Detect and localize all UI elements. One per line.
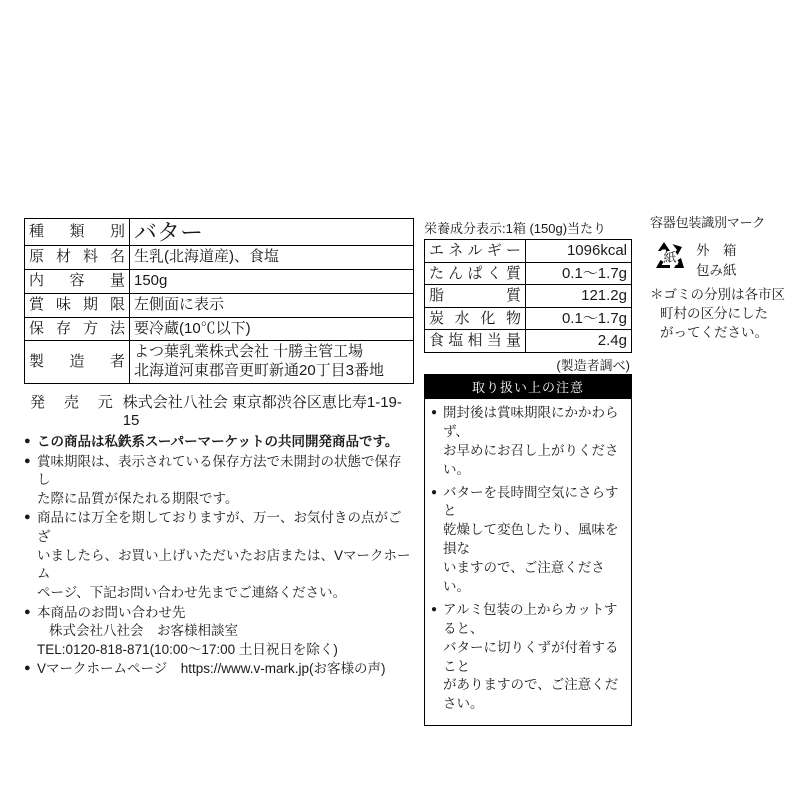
paper-mark-label: 紙 (663, 250, 677, 266)
table-row (25, 341, 414, 384)
nutrition-value-protein: 0.1〜1.7g (526, 262, 632, 285)
caution-line: ● 開封後は賞味期限にかかわらず、 (443, 405, 619, 439)
caution-line: 乾燥して変色したり、風味を損な (443, 522, 619, 557)
note-line: TEL:0120-818-871(10:00〜17:00 土日祝日を除く) (37, 641, 338, 657)
caution-item (431, 484, 625, 597)
specification-section (24, 218, 414, 680)
recycle-note (650, 285, 790, 342)
nutrition-footnote: (製造者調べ) (556, 357, 630, 373)
spec-value-manufacturer (130, 341, 414, 384)
caution-line: ● アルミ包装の上からカットすると、 (443, 601, 618, 636)
note-line[interactable]: Vマークホームページ https://www.v-mark.jp(お客様の声) (37, 661, 386, 677)
recycle-label-outer-box: 外 箱 (696, 243, 737, 259)
spec-label-type: 種 類 別 (25, 219, 130, 246)
note-item (24, 509, 414, 602)
note-line: 商品には万全を期しておりますが、万一、お気付きの点がござ (37, 510, 402, 545)
recycle-label-wrapping-paper: 包み紙 (696, 263, 737, 279)
recycle-note-line: がってください。 (660, 324, 768, 340)
caution-item (431, 404, 625, 480)
table-row (25, 219, 414, 246)
recycle-mark-labels (696, 238, 737, 280)
caution-item (431, 601, 625, 714)
spec-label-manufacturer: 製 造 者 (25, 341, 130, 384)
table-row (425, 240, 632, 263)
spec-label-expiry: 賞味期限 (25, 293, 130, 317)
recycle-note-line: ＊ゴミの分別は各市区 (650, 286, 785, 302)
table-row (425, 330, 632, 353)
spec-label-storage: 保存方法 (25, 317, 130, 341)
table-row (25, 317, 414, 341)
table-row (25, 293, 414, 317)
caution-title: 取り扱い上の注意 (425, 375, 631, 399)
caution-line: いますので、ご注意ください。 (443, 560, 605, 595)
manufacturer-line-2: 北海道河東郡音更町新通20丁目3番地 (134, 362, 385, 380)
caution-line: がありますので、ご注意ください。 (443, 677, 619, 712)
specification-table (24, 218, 414, 384)
caution-line: バターに切りくずが付着すること (443, 639, 619, 674)
nutrition-heading: 栄養成分表示:1箱 (150g)当たり (424, 221, 607, 236)
seller-row (24, 391, 414, 429)
recycle-section (650, 214, 790, 342)
spec-value-expiry: 左側面に表示 (130, 293, 414, 317)
caution-section (424, 374, 632, 726)
recycle-note-line: 町村の区分にした (660, 305, 768, 321)
nutrition-label-fat: 脂 質 (425, 285, 526, 308)
note-line: 賞味期限は、表示されている保存方法で未開封の状態で保存し (37, 453, 402, 488)
table-row (425, 285, 632, 308)
spec-value-type: バター (130, 219, 414, 246)
nutrition-label-salt: 食塩相当量 (425, 330, 526, 353)
spec-label-content: 内 容 量 (25, 270, 130, 294)
caution-body (425, 399, 631, 725)
manufacturer-line-1: よつ葉乳業株式会社 十勝主管工場 (134, 343, 364, 361)
table-row (425, 307, 632, 330)
note-line: た際に品質が保たれる期限です。 (37, 490, 239, 506)
note-item (24, 604, 414, 660)
recycle-title: 容器包装識別マーク (650, 215, 766, 230)
caution-line: お早めにお召し上がりください。 (443, 442, 619, 477)
nutrition-value-carbohydrate: 0.1〜1.7g (526, 307, 632, 330)
note-item (24, 453, 414, 509)
seller-value: 株式会社八社会 東京都渋谷区恵比寿1-19-15 (122, 393, 402, 429)
table-row (425, 262, 632, 285)
note-line: いましたら、お買い上げいただいたお店または、Vマークホーム (37, 547, 411, 582)
spec-label-ingredients: 原材料名 (25, 246, 130, 270)
note-line: この商品は私鉄系スーパーマーケットの共同開発商品です。 (37, 433, 399, 449)
nutrition-value-salt: 2.4g (526, 330, 632, 353)
nutrition-label-energy: エネルギー (425, 240, 526, 263)
seller-label: 発 売 元 (30, 393, 113, 411)
note-item (24, 433, 414, 452)
nutrition-label-protein: たんぱく質 (425, 262, 526, 285)
note-item (24, 660, 414, 679)
note-line: ページ、下記お問い合わせ先までご連絡ください。 (37, 584, 347, 600)
spec-value-storage: 要冷蔵(10℃以下) (130, 317, 414, 341)
nutrition-label-carbohydrate: 炭 水 化 物 (425, 307, 526, 330)
spec-value-content: 150g (130, 270, 414, 294)
nutrition-table (424, 239, 632, 353)
caution-line: ● バターを長時間空気にさらすと (443, 484, 619, 519)
recycle-row (650, 238, 790, 280)
notes-list (24, 433, 414, 679)
nutrition-value-fat: 121.2g (526, 285, 632, 308)
spec-value-ingredients: 生乳(北海道産)、食塩 (130, 246, 414, 270)
note-line: 株式会社八社会 お客様相談室 (49, 623, 238, 639)
table-row (25, 270, 414, 294)
nutrition-section (424, 218, 632, 374)
table-row (25, 246, 414, 270)
nutrition-value-energy: 1096kcal (526, 240, 632, 263)
note-line: 本商品のお問い合わせ先 (37, 604, 186, 620)
paper-recycle-icon (650, 238, 690, 278)
